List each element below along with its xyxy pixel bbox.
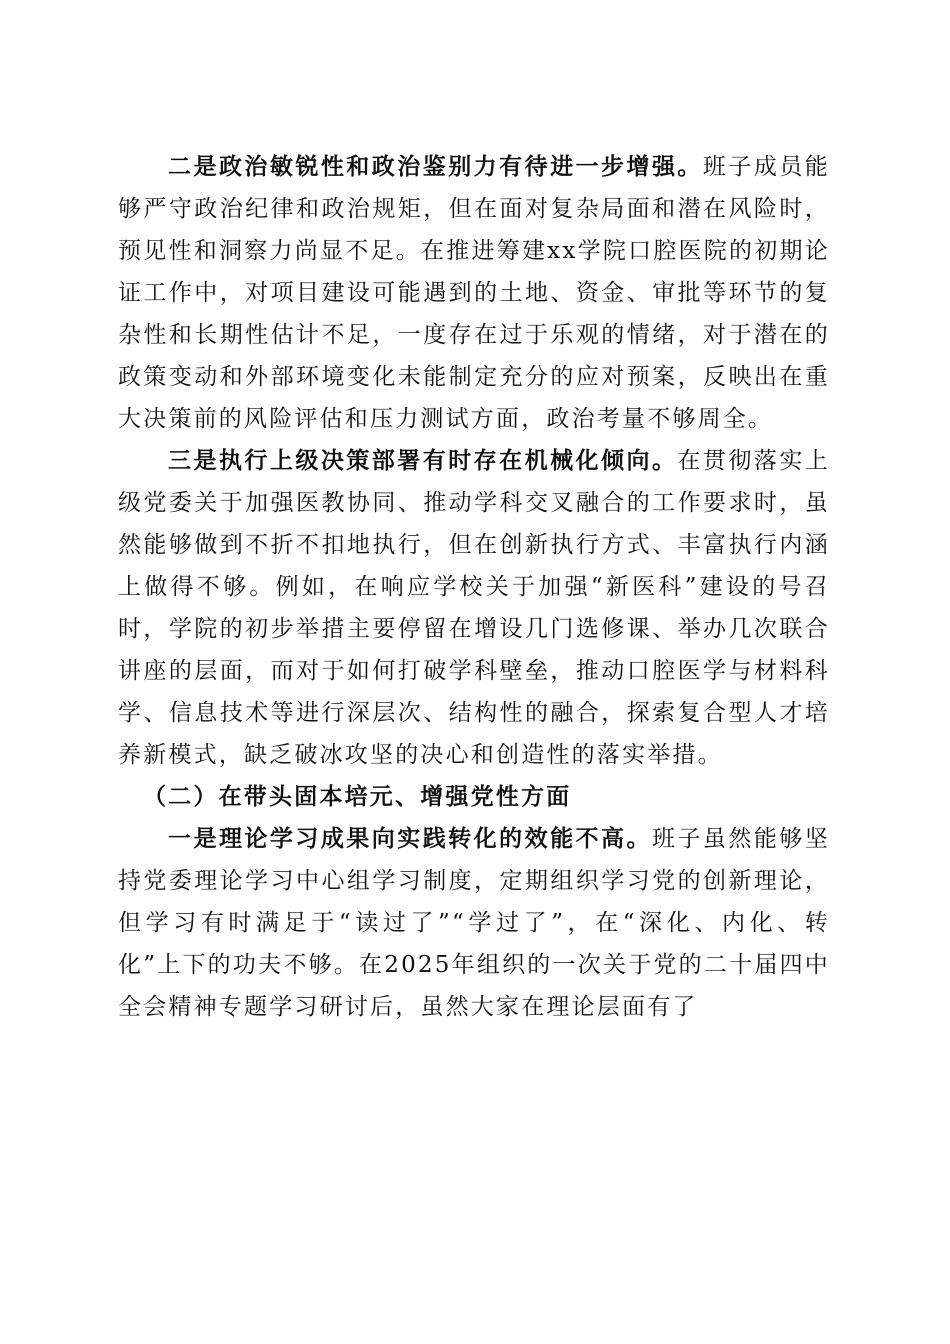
paragraph-lead: 二是政治敏锐性和政治鉴别力有待进一步增强。 bbox=[168, 153, 703, 180]
paragraph-lead: 三是执行上级决策部署有时存在机械化倾向。 bbox=[168, 447, 678, 474]
document-body bbox=[118, 146, 830, 1028]
paragraph-body: 在贯彻落实上级党委关于加强医教协同、推动学科交叉融合的工作要求时，虽然能够做到不折不扣地执行，但在创新执行方式、丰富执行内涵上做得不够。例如，在响应学校关于加强“新医科”建设的号召时，学院的初步举措主要停留在增设几门选修课、举办几次联合讲座的层面，而对于如何打破学科壁垒，推动口腔医学与材料科学、信息技术等进行深层次、结构性的融合，探索复合型人才培养新模式，缺乏破冰攻坚的决心和创造性的落实举措。 bbox=[118, 448, 830, 768]
paragraph-theory-study bbox=[118, 818, 830, 1028]
paragraph-lead: 一是理论学习成果向实践转化的效能不高。 bbox=[168, 825, 652, 852]
paragraph-execution bbox=[118, 440, 830, 776]
section-heading: （二）在带头固本培元、增强党性方面 bbox=[143, 783, 572, 810]
paragraph-body: 班子成员能够严守政治纪律和政治规矩，但在面对复杂局面和潜在风险时，预见性和洞察力尚显不足。在推进筹建xx学院口腔医院的初期论证工作中，对项目建设可能遇到的土地、资金、审批等环节的复杂性和长期性估计不足，一度存在过于乐观的情绪，对于潜在的政策变动和外部环境变化未能制定充分的应对预案，反映出在重大决策前的风险评估和压力测试方面，政治考量不够周全。 bbox=[118, 154, 831, 432]
paragraph-body: 班子虽然能够坚持党委理论学习中心组学习制度，定期组织学习党的创新理论，但学习有时满足于“读过了”“学过了”，在“深化、内化、转化”上下的功夫不够。在2025年组织的一次关于党的二十届四中全会精神专题学习研讨后，虽然大家在理论层面有了 bbox=[118, 826, 830, 1020]
paragraph-political-sensitivity bbox=[118, 146, 830, 440]
